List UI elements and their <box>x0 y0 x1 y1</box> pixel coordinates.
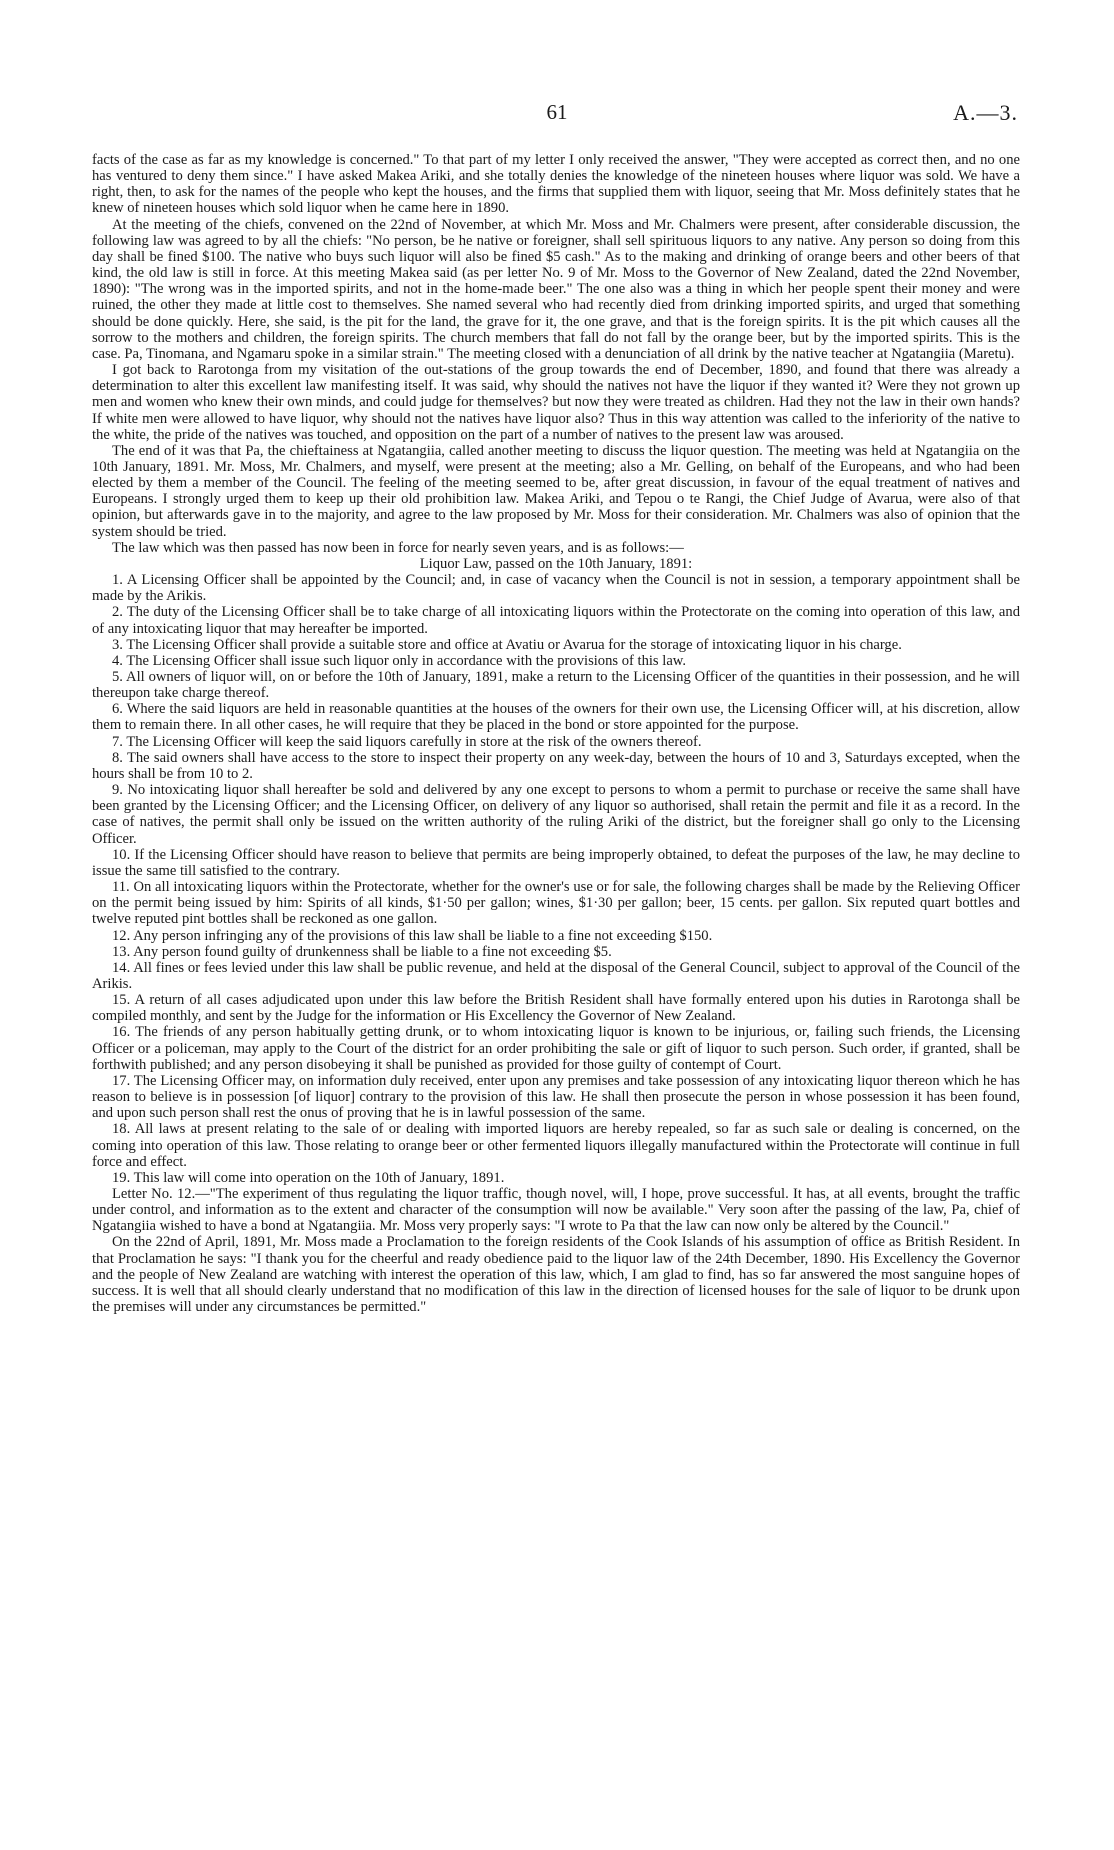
law-section: 12. Any person infringing any of the provisions of this law shall be liable to a fine not exceeding $150. <box>112 927 713 944</box>
page-number: 61 <box>546 100 568 124</box>
law-section: 19. This law will come into operation on the 10th of January, 1891. <box>112 1169 505 1186</box>
law-section: 8. The said owners shall have access to the store to inspect their property on any week-day, between the hours of 10 and 3, Saturdays excepted, when the hours shall be from 10 to 2. <box>92 749 1020 782</box>
law-section: 16. The friends of any person habitually getting drunk, or to whom intoxicating liquor is known to be injurious, or, failing such friends, the Licensing Officer or a policeman, may apply to the Court of the district for an order prohibiting the sale or gift of liquor to such person. Such order, if granted, shall be forthwith published; and any person disobeying it shall be punished as provided for those guilty of contempt of Court. <box>92 1024 1020 1073</box>
law-section: 13. Any person found guilty of drunkenness shall be liable to a fine not exceeding $5. <box>112 943 612 960</box>
law-section: 3. The Licensing Officer shall provide a suitable store and office at Avatiu or Avarua for the storage of intoxicating liquor in his charge. <box>112 636 902 653</box>
paragraph: Letter No. 12.—"The experiment of thus regulating the liquor traffic, though novel, will, I hope, prove successful. It has, at all events, brought the traffic under control, and information as to the extent and character of the consumption will now be available." Very soon after the passing of the law, Pa, chief of Ngatangiia wished to have a bond at Ngatangiia. Mr. Moss very properly says: "I wrote to Pa that the law can now only be altered by the Council." <box>92 1186 1020 1235</box>
paragraph: At the meeting of the chiefs, convened on the 22nd of November, at which Mr. Moss and Mr. Chalmers were present, after considerable discussion, the following law was agreed to by all the chiefs: "No person, be he native or foreigner, shall sell spirituous liquors to any native. Any person so doing from this day shall be fined $100. The native who buys such liquor will also be fined $5 cash." As to the making and drinking of orange beers and other beers of that kind, the old law is still in force. At this meeting Makea said (as per letter No. 9 of Mr. Moss to the Governor of New Zealand, dated the 22nd November, 1890): "The wrong was in the imported spirits, and not in the home-made beer." The one also was a thing in which her people spent their money and were ruined, the other they made at little cost to themselves. She named several who had recently died from drinking imported spirits, and urged that something should be done quickly. Here, she said, is the pit for the land, the grave for it, the one grave, and that is the foreign spirits. It is the pit which causes all the sorrow to the mothers and children, the foreign spirits. The church members that fall do not fall by the orange beer, but by the imported spirits. This is the case. Pa, Tinomana, and Ngamaru spoke in a similar strain." The meeting closed with a denunciation of all drink by the native teacher at Ngatangiia (Maretu). <box>92 216 1020 362</box>
paragraph: On the 22nd of April, 1891, Mr. Moss made a Proclamation to the foreign residents of the Cook Islands of his assumption of office as British Resident. In that Proclamation he says: "I thank you for the cheerful and ready obedience paid to the liquor law of the 24th December, 1890. His Excellency the Governor and the people of New Zealand are watching with interest the operation of this law, which, I am glad to find, has so far answered the most sanguine hopes of success. It is well that all should clearly understand that no modification of this law in the direction of licensed houses for the sale of liquor to be drunk upon the premises will under any circumstances be permitted." <box>92 1234 1020 1316</box>
paragraph: The law which was then passed has now been in force for nearly seven years, and is as follows:— <box>112 539 684 556</box>
law-section: 7. The Licensing Officer will keep the said liquors carefully in store at the risk of the owners thereof. <box>112 733 702 750</box>
law-section: 4. The Licensing Officer shall issue such liquor only in accordance with the provisions of this law. <box>112 652 687 669</box>
page-body <box>92 152 1020 1315</box>
paragraph: I got back to Rarotonga from my visitation of the out-stations of the group towards the end of December, 1890, and found that there was already a determination to alter this excellent law manifesting itself. It was said, why should the natives not have the liquor if they wanted it? Were they not grown up men and women who knew their own minds, and could judge for themselves? but now they were treated as children. Had they not the law in their own hands? If white men were allowed to have liquor, why should not the natives have liquor also? Thus in this way attention was called to the inferiority of the native to the white, the pride of the natives was touched, and opposition on the part of a number of natives to the present law was aroused. <box>92 362 1020 443</box>
paragraph: facts of the case as far as my knowledge is concerned." To that part of my letter I only received the answer, "They were accepted as correct then, and no one has ventured to deny them since." I have asked Makea Ariki, and she totally denies the knowledge of the nineteen houses where liquor was sold. We have a right, then, to ask for the names of the people who kept the houses, and the firms that supplied them with liquor, seeing that Mr. Moss definitely states that he knew of nineteen houses which sold liquor when he came here in 1890. <box>92 152 1020 217</box>
law-section: 14. All fines or fees levied under this law shall be public revenue, and held at the disposal of the General Council, subject to approval of the Council of the Arikis. <box>92 959 1020 992</box>
page-header <box>96 100 1018 130</box>
law-title: Liquor Law, passed on the 10th January, 1891: <box>419 555 693 572</box>
law-section: 18. All laws at present relating to the sale of or dealing with imported liquors are hereby repealed, so far as such sale or dealing is concerned, on the coming into operation of this law. Those relating to orange beer or other fermented liquors illegally manufactured within the Protectorate will continue in full force and effect. <box>92 1121 1020 1170</box>
law-section: 15. A return of all cases adjudicated upon under this law before the British Resident shall have formally entered upon his duties in Rarotonga shall be compiled monthly, and sent by the Judge for the information or His Excellency the Governor of New Zealand. <box>92 992 1020 1025</box>
law-section: 5. All owners of liquor will, on or before the 10th of January, 1891, make a return to the Licensing Officer of the quantities in their possession, and he will thereupon take charge thereof. <box>92 669 1020 702</box>
document-reference: A.—3. <box>953 100 1018 125</box>
law-section: 10. If the Licensing Officer should have reason to believe that permits are being improperly obtained, to defeat the purposes of the law, he may decline to issue the same till satisfied to the contrary. <box>92 846 1020 879</box>
law-section: 1. A Licensing Officer shall be appointed by the Council; and, in case of vacancy when the Council is not in session, a temporary appointment shall be made by the Arikis. <box>92 572 1020 605</box>
law-section: 11. On all intoxicating liquors within the Protectorate, whether for the owner's use or for sale, the following charges shall be made by the Relieving Officer on the permit being issued by him: Spirits of all kinds, $1·50 per gallon; wines, $1·30 per gallon; beer, 15 cents. per gallon. Six reputed quart bottles and twelve reputed pint bottles shall be reckoned as one gallon. <box>92 879 1020 928</box>
law-section: 6. Where the said liquors are held in reasonable quantities at the houses of the owners for their own use, the Licensing Officer will, at his discretion, allow them to remain there. In all other cases, he will require that they be placed in the bond or store appointed for the purpose. <box>92 701 1020 734</box>
law-section: 17. The Licensing Officer may, on information duly received, enter upon any premises and take possession of any intoxicating liquor thereon which he has reason to believe is in possession [of liquor] contrary to the provision of this law. He shall then prosecute the person in whose possession it has been found, and upon such person shall rest the onus of proving that he is in lawful possession of the same. <box>92 1072 1020 1122</box>
law-section: 2. The duty of the Licensing Officer shall be to take charge of all intoxicating liquors within the Protectorate on the coming into operation of this law, and of any intoxicating liquor that may hereafter be imported. <box>92 604 1020 637</box>
paragraph: The end of it was that Pa, the chieftainess at Ngatangiia, called another meeting to discuss the liquor question. The meeting was held at Ngatangiia on the 10th January, 1891. Mr. Moss, Mr. Chalmers, and myself, were present at the meeting; also a Mr. Gelling, on behalf of the Europeans, and who had been elected by them a member of the Council. The feeling of the meeting seemed to be, after great discussion, in favour of the equal treatment of natives and Europeans. I strongly urged them to keep up their old prohibition law. Makea Ariki, and Tepou o te Rangi, the Chief Judge of Avarua, were also of that opinion, but afterwards gave in to the majority, and agree to the law proposed by Mr. Moss for their consideration. Mr. Chalmers was also of opinion that the system should be tried. <box>92 442 1020 540</box>
law-section: 9. No intoxicating liquor shall hereafter be sold and delivered by any one except to persons to whom a permit to purchase or receive the same shall have been granted by the Licensing Officer; and the Licensing Officer, on delivery of any liquor so authorised, shall retain the permit and file it as a record. In the case of natives, the permit shall only be issued on the written authority of the ruling Ariki of the district, but the foreigner shall go only to the Licensing Officer. <box>92 782 1020 847</box>
